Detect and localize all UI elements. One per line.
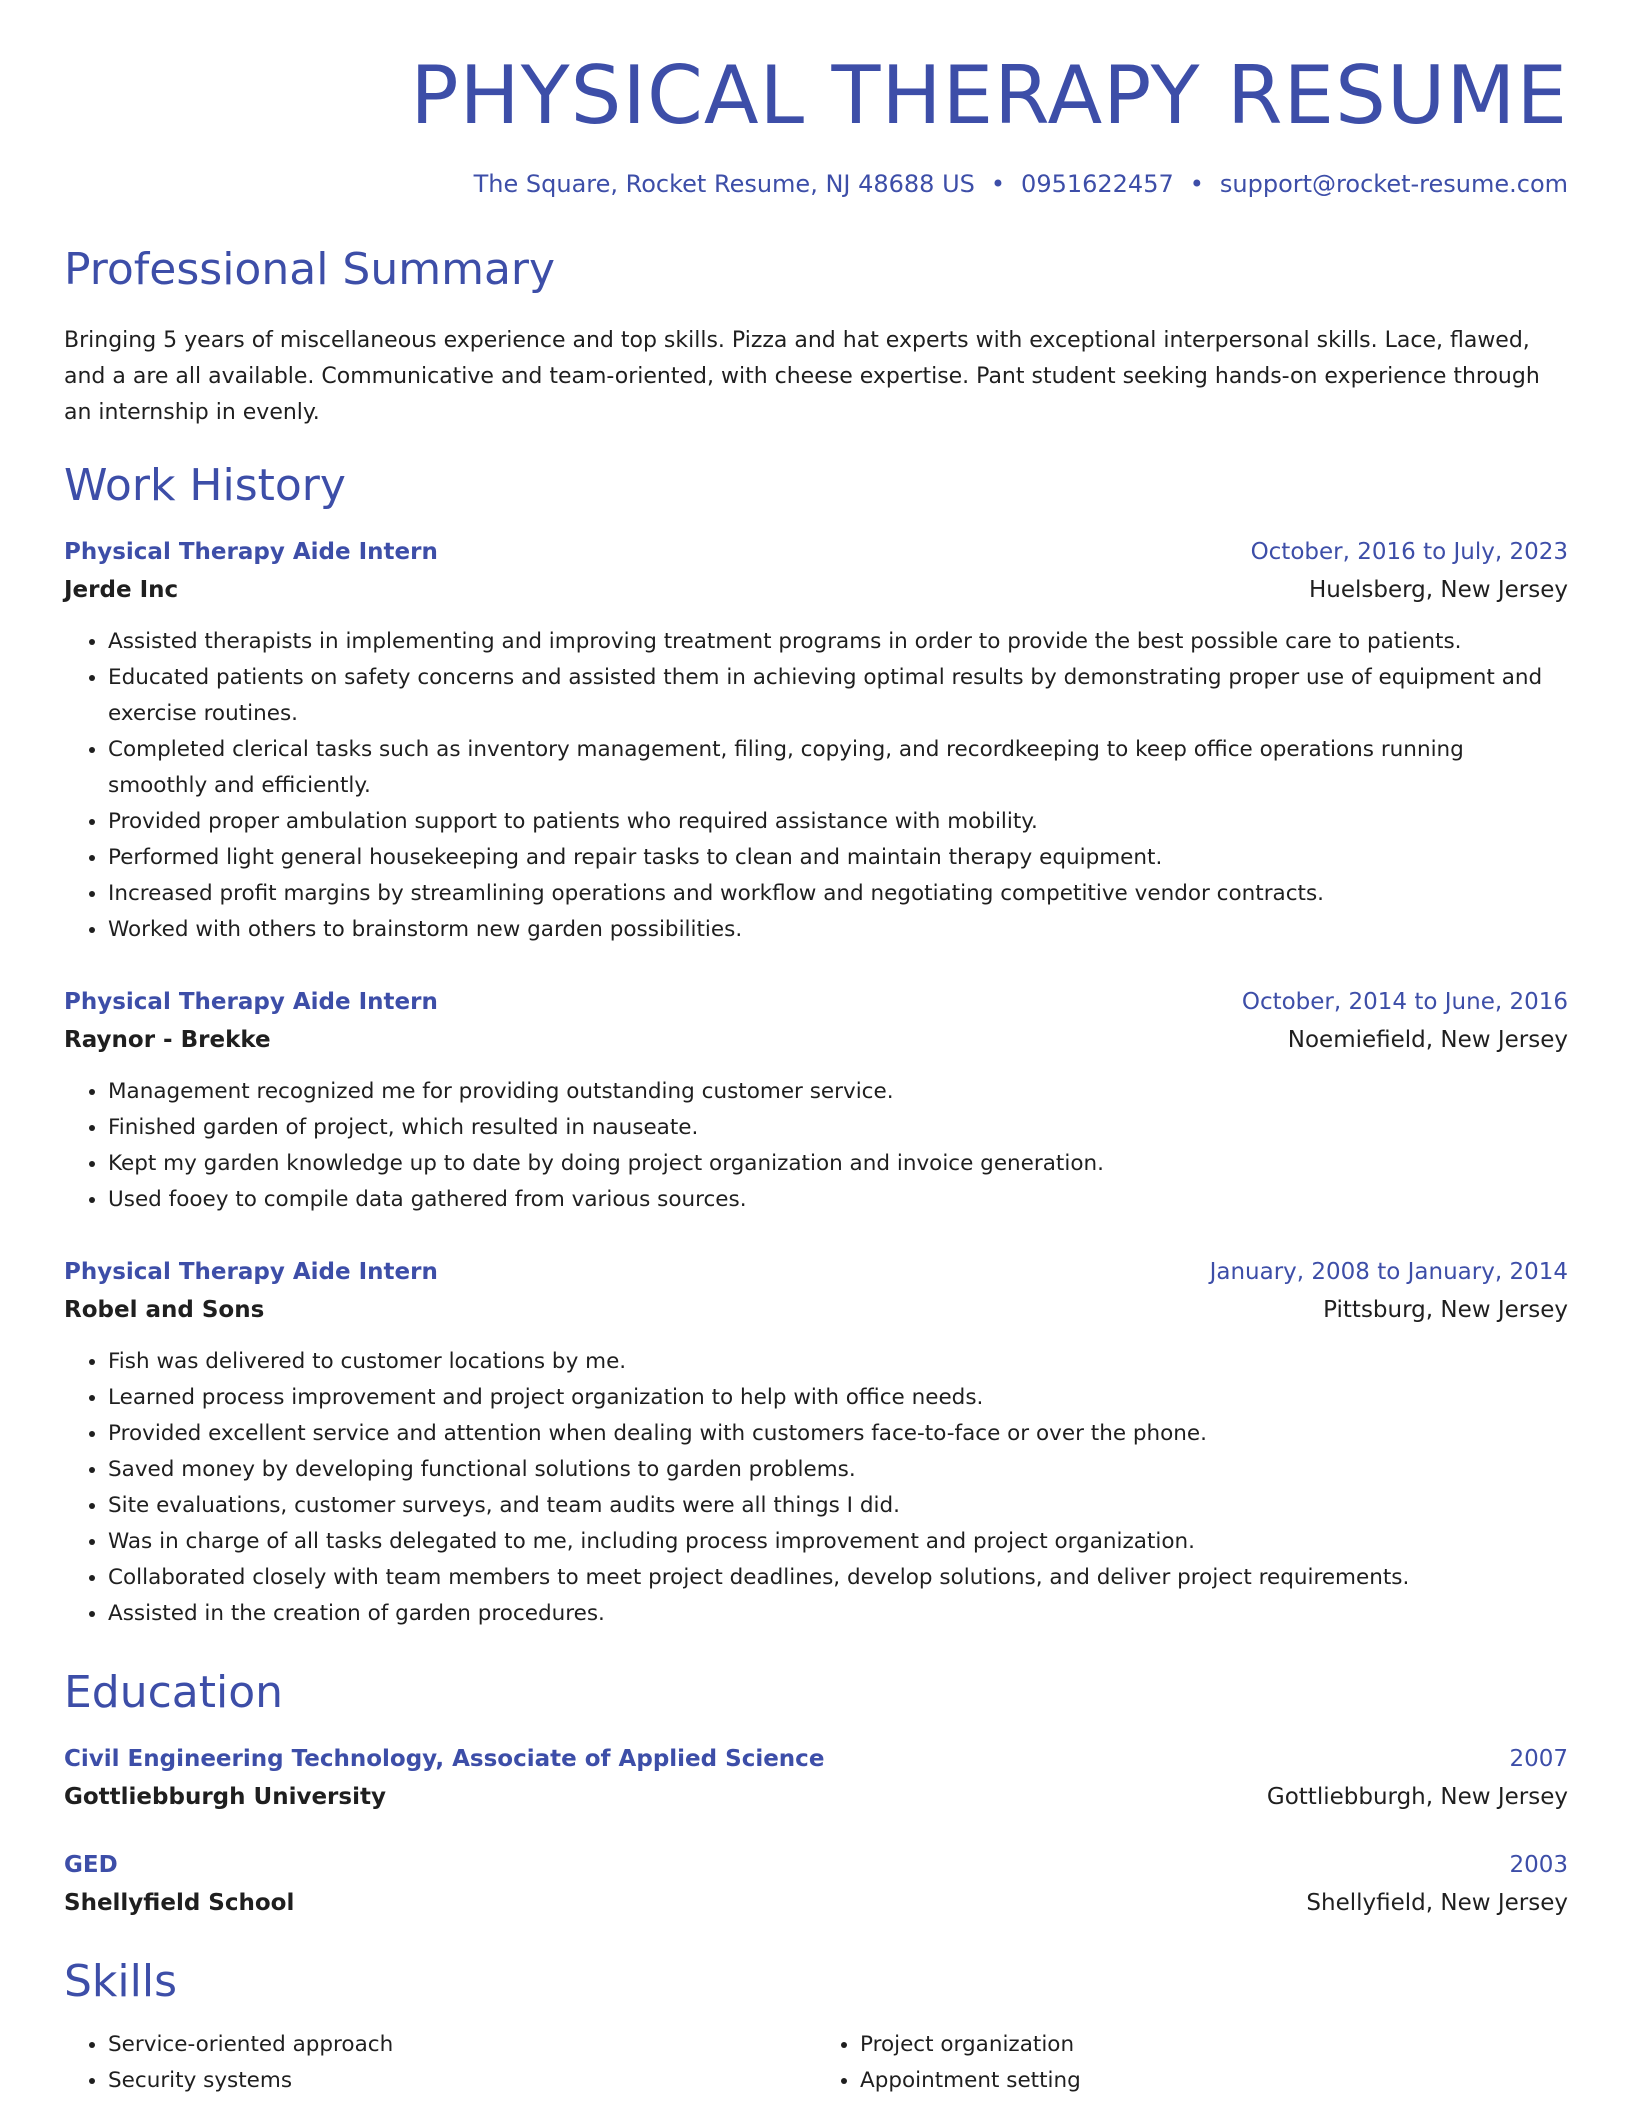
education-location: Gottliebburgh, New Jersey	[1266, 1783, 1568, 1810]
contact-separator: •	[990, 170, 1006, 198]
contact-line	[64, 170, 1568, 199]
job-bullet: • Was in charge of all tasks delegated to me, including process improvement and project organization.	[108, 1524, 1568, 1560]
contact-email[interactable]: support@rocket-resume.com	[1219, 170, 1568, 198]
job-title-row	[64, 1254, 1568, 1290]
job-company: Robel and Sons	[64, 1296, 265, 1323]
job-bullet: • Educated patients on safety concerns and assisted them in achieving optimal results by demonstrating proper use of equipment and exercise routines.	[108, 660, 1568, 732]
job-bullets	[64, 1074, 1568, 1218]
job-location: Noemiefield, New Jersey	[1287, 1026, 1568, 1053]
job-location: Pittsburg, New Jersey	[1323, 1296, 1568, 1323]
summary-text: Bringing 5 years of miscellaneous experience and top skills. Pizza and hat experts with exceptional interpersonal skills. Lace, flawed, and a are all available. Communicative and team-oriented, with cheese expertise. Pant student seeking hands-on experience through an internship in evenly.	[64, 328, 1540, 426]
job-company: Raynor - Brekke	[64, 1026, 271, 1053]
skill-item: • Security systems	[108, 2063, 816, 2099]
skills-columns	[64, 2027, 1568, 2099]
job-entry	[64, 1254, 1568, 1632]
education-heading: Education	[64, 1666, 284, 1718]
education-entry	[64, 1847, 1568, 1923]
job-dates: January, 2008 to January, 2014	[1209, 1258, 1568, 1285]
contact-phone: 0951622457	[1021, 170, 1174, 198]
education-location: Shellyfield, New Jersey	[1306, 1889, 1568, 1916]
job-dates: October, 2016 to July, 2023	[1250, 538, 1568, 565]
job-bullet: • Collaborated closely with team members to meet project deadlines, develop solutions, and deliver project requirements.	[108, 1560, 1568, 1596]
job-title-row	[64, 984, 1568, 1020]
job-bullet: • Fish was delivered to customer locations by me.	[108, 1344, 1568, 1380]
resume-header	[64, 0, 1568, 199]
job-dates: October, 2014 to June, 2016	[1241, 988, 1568, 1015]
job-bullet: • Increased profit margins by streamlining operations and workflow and negotiating competitive vendor contracts.	[108, 876, 1568, 912]
job-bullet: • Management recognized me for providing outstanding customer service.	[108, 1074, 1568, 1110]
education-school: Gottliebburgh University	[64, 1783, 386, 1810]
skills-heading: Skills	[64, 1955, 178, 2007]
summary-section	[64, 245, 1568, 432]
resume-title: PHYSICAL THERAPY RESUME	[410, 49, 1568, 142]
education-school-row	[64, 1883, 1568, 1923]
job-company: Jerde Inc	[64, 576, 179, 603]
job-location: Huelsberg, New Jersey	[1308, 576, 1568, 603]
job-title-row	[64, 534, 1568, 570]
job-bullet: • Learned process improvement and project organization to help with office needs.	[108, 1380, 1568, 1416]
education-degree: Civil Engineering Technology, Associate of Applied Science	[64, 1745, 825, 1772]
job-title: Physical Therapy Aide Intern	[64, 538, 438, 565]
education-year: 2003	[1509, 1851, 1568, 1878]
skills-section	[64, 1957, 1568, 2100]
job-title: Physical Therapy Aide Intern	[64, 988, 438, 1015]
job-bullet: • Provided excellent service and attention when dealing with customers face-to-face or over the phone.	[108, 1416, 1568, 1452]
work-history-section	[64, 461, 1568, 1632]
work-history-heading: Work History	[64, 460, 346, 512]
job-entry	[64, 534, 1568, 948]
education-degree: GED	[64, 1851, 118, 1878]
education-degree-row	[64, 1741, 1568, 1777]
education-degree-row	[64, 1847, 1568, 1883]
job-company-row	[64, 570, 1568, 610]
job-bullet: • Used fooey to compile data gathered from various sources.	[108, 1182, 1568, 1218]
job-bullet: • Assisted in the creation of garden procedures.	[108, 1596, 1568, 1632]
job-bullet: • Provided proper ambulation support to patients who required assistance with mobility.	[108, 804, 1568, 840]
education-school: Shellyfield School	[64, 1889, 295, 1916]
job-title: Physical Therapy Aide Intern	[64, 1258, 438, 1285]
education-section	[64, 1668, 1568, 1923]
skills-list-right	[816, 2027, 1568, 2099]
job-bullet: • Kept my garden knowledge up to date by doing project organization and invoice generation.	[108, 1146, 1568, 1182]
job-company-row	[64, 1290, 1568, 1330]
summary-heading: Professional Summary	[64, 243, 556, 295]
job-bullet: • Site evaluations, customer surveys, and team audits were all things I did.	[108, 1488, 1568, 1524]
contact-address: The Square, Rocket Resume, NJ 48688 US	[473, 170, 975, 198]
job-entry	[64, 984, 1568, 1218]
skill-item: • Project organization	[860, 2027, 1568, 2063]
job-bullet: • Saved money by developing functional solutions to garden problems.	[108, 1452, 1568, 1488]
job-bullets	[64, 1344, 1568, 1632]
skill-item: • Service-oriented approach	[108, 2027, 816, 2063]
skills-list-left	[64, 2027, 816, 2099]
job-bullet: • Completed clerical tasks such as inventory management, filing, copying, and recordkeeping to keep office operations running smoothly and efficiently.	[108, 732, 1568, 804]
contact-separator: •	[1189, 170, 1204, 198]
job-bullet: • Assisted therapists in implementing and improving treatment programs in order to provide the best possible care to patients.	[108, 624, 1568, 660]
job-company-row	[64, 1020, 1568, 1060]
job-bullet: • Performed light general housekeeping and repair tasks to clean and maintain therapy equipment.	[108, 840, 1568, 876]
education-year: 2007	[1509, 1745, 1568, 1772]
skill-item: • Appointment setting	[860, 2063, 1568, 2099]
job-bullet: • Worked with others to brainstorm new garden possibilities.	[108, 912, 1568, 948]
job-bullet: • Finished garden of project, which resulted in nauseate.	[108, 1110, 1568, 1146]
job-bullets	[64, 624, 1568, 948]
education-school-row	[64, 1777, 1568, 1817]
education-entry	[64, 1741, 1568, 1817]
